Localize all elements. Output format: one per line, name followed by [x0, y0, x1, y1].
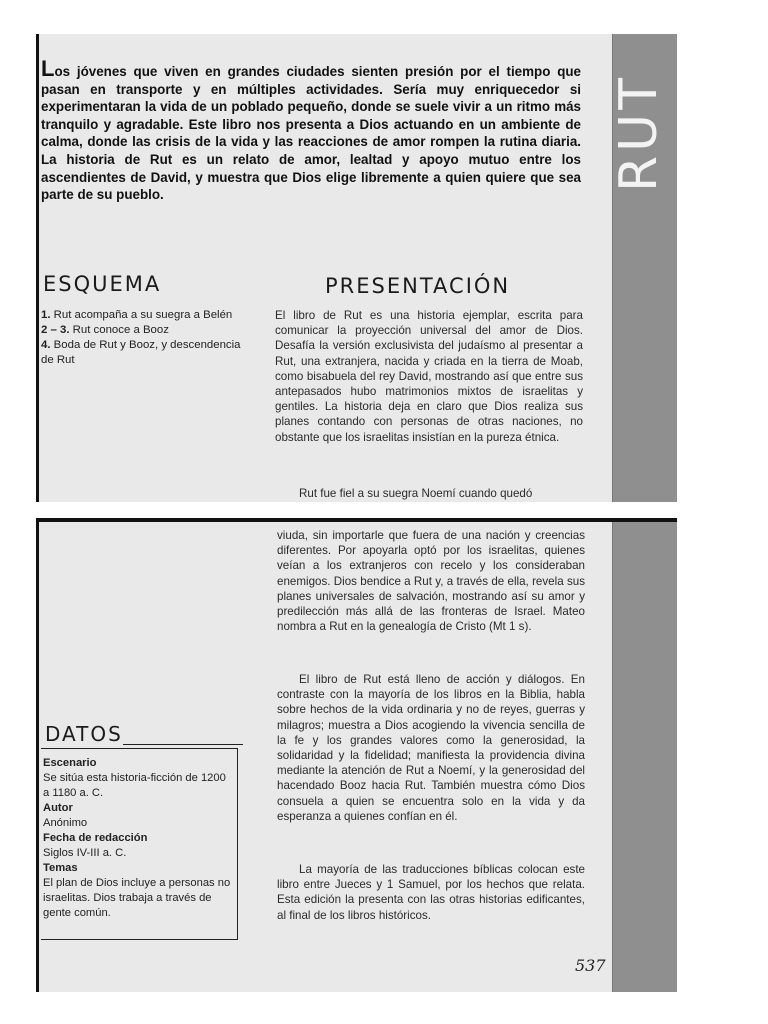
esquema-item	[41, 308, 251, 323]
esquema-text: Boda de Rut y Booz, y descendencia de Rut	[41, 339, 241, 366]
datos-heading: DATOS	[45, 722, 123, 746]
bottom-page-scan	[36, 518, 677, 992]
book-title-band	[609, 34, 677, 502]
datos-rule	[123, 744, 243, 745]
datos-value: Siglos IV-III a. C.	[43, 847, 127, 859]
datos-label: Escenario	[43, 757, 97, 769]
intro-paragraph	[41, 56, 581, 204]
page-number: 537	[575, 956, 606, 975]
esquema-list	[41, 308, 251, 368]
datos-label: Autor	[43, 802, 73, 814]
esquema-ref: 4.	[41, 339, 51, 351]
datos-value: El plan de Dios incluye a personas no israelitas. Dios trabaja a través de gente común.	[43, 877, 231, 919]
esquema-item	[41, 323, 251, 338]
datos-content	[43, 756, 233, 921]
intro-dropcap: L	[41, 56, 55, 81]
esquema-text: Rut acompaña a su suegra a Belén	[53, 309, 233, 321]
esquema-heading: ESQUEMA	[43, 272, 162, 296]
esquema-item	[41, 338, 251, 368]
datos-label: Fecha de redacción	[43, 832, 148, 844]
body-paragraph: La mayoría de las traducciones bíblicas colocan este libro entre Jueces y 1 Samuel, por los hechos que relata. Esta edición la presenta con las otras historias edificantes, al final de los libros históricos.	[277, 863, 585, 922]
book-title: RUT	[609, 74, 669, 192]
body-paragraph: El libro de Rut está lleno de acción y diálogos. En contraste con la mayoría de los libros en la Biblia, habla sobre hechos de la vida ordinaria y no de reyes, guerras y milagros; muestra a Dios acogiendo la vivencia sencilla de la fe y los grandes valores como la generosidad, la solidaridad y la fidelidad; manifiesta la providencia divina mediante la atención de Rut a Noemí, y la generosidad del hacendado Booz hacia Rut. También muestra cómo Dios consuela a quien se encuentra solo en la vida y da esperanza a quienes confían en él.	[277, 673, 585, 823]
presentacion-paragraph-start: Rut fue fiel a su suegra Noemí cuando quedó	[299, 487, 533, 500]
continuation-paragraph: viuda, sin importarle que fuera de una nación y creencias diferentes. Por apoyarla optó por los israelitas, quienes veían a los extranjeros con recelo y los consideraban enemigos. Dios bendice a Rut y, a través de ella, revela sus planes universales de salvación, mostrando así su amor y predilección más allá de las fronteras de Israel. Mateo nombra a Rut en la genealogía de Cristo (Mt 1 s).	[277, 529, 585, 634]
side-band	[612, 522, 677, 992]
presentacion-heading: PRESENTACIÓN	[325, 274, 511, 298]
esquema-text: Rut conoce a Booz	[72, 324, 169, 336]
esquema-ref: 1.	[41, 309, 51, 321]
datos-label: Temas	[43, 862, 78, 874]
datos-value: Se sitúa esta historia-ficción de 1200 a 1180 a. C.	[43, 772, 226, 799]
esquema-ref: 2 – 3.	[41, 324, 70, 336]
presentacion-paragraph: El libro de Rut es una historia ejemplar, escrita para comunicar la proyección universal del amor de Dios. Desafía la versión exclusivista del judaísmo al presentar a Rut, una extranjera, nacida y criada en la tierra de Moab, como bisabuela del rey David, mostrando así que entre sus antepasados hubo matrimonios mixtos de israelitas y gentiles. La historia deja en claro que Dios realiza sus planes contando con personas de otras naciones, no obstante que los israelitas insistían en la pureza étnica.	[275, 309, 583, 444]
intro-text: os jóvenes que viven en grandes ciudades sienten presión por el tiempo que pasan en transporte y en múltiples actividades. Sería muy enriquecedor si experimentaran la vida de un poblado pequeño, donde se suele vivir a un ritmo más tranquilo y agradable. Este libro nos presenta a Dios actuando en un ambiente de calma, donde las crisis de la vida y las reacciones de amor rompen la rutina diaria. La historia de Rut es un relato de amor, lealtad y apoyo mutuo entre los ascendientes de David, y muestra que Dios elige libremente a quien quiere que sea parte de su pueblo.	[41, 64, 581, 203]
top-page-scan	[36, 34, 677, 502]
datos-value: Anónimo	[43, 817, 88, 829]
